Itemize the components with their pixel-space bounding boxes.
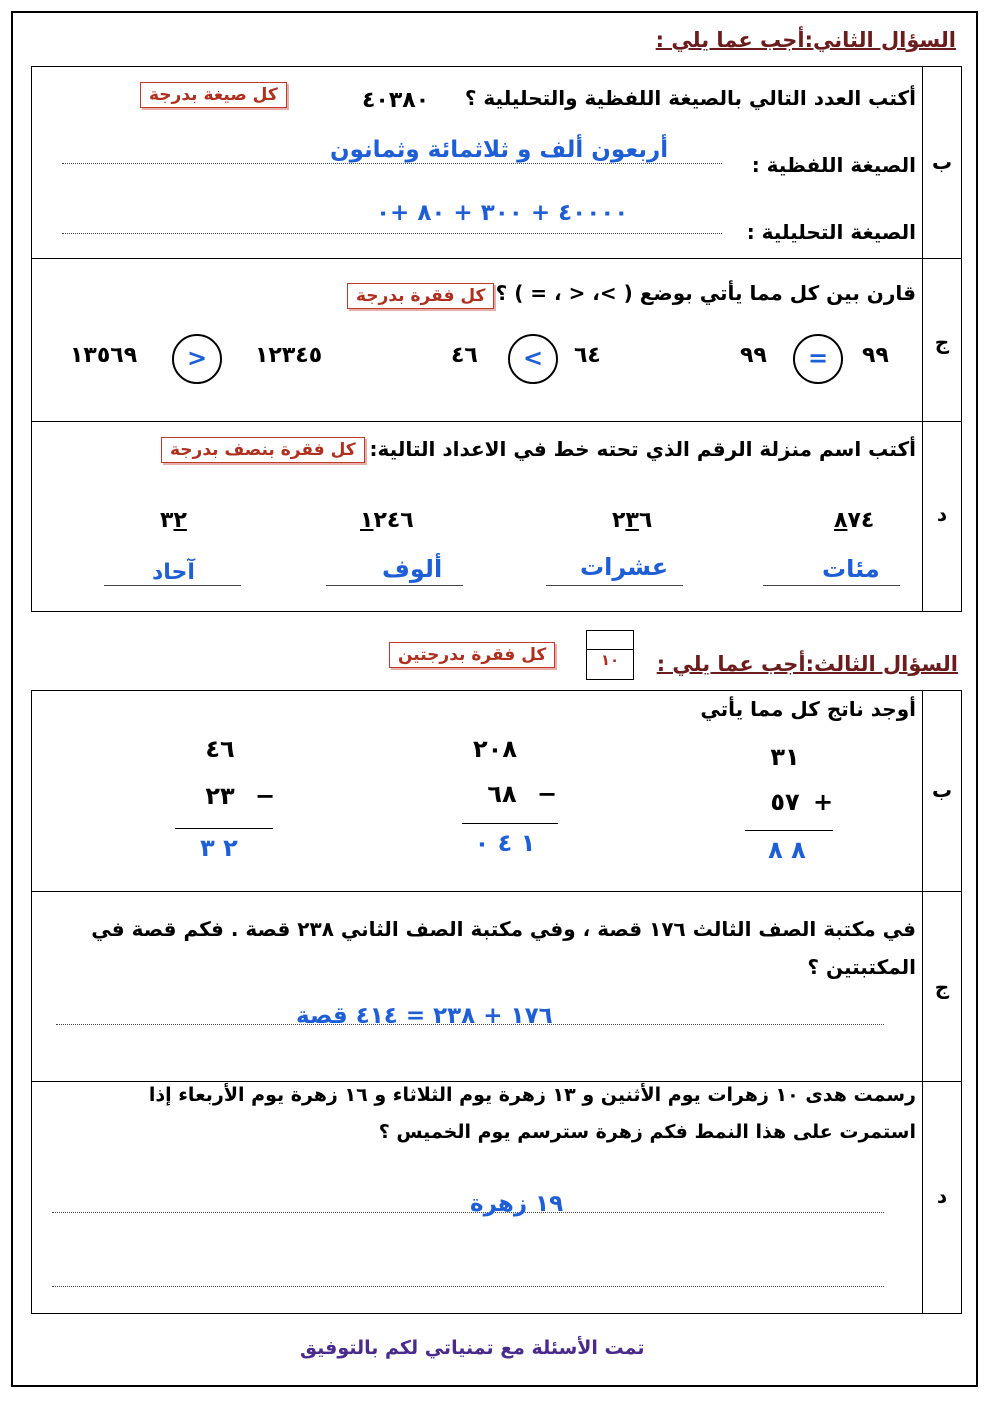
q2-c-item3-left: ١٢٣٤٥ — [255, 343, 323, 368]
q3-b-p1-answer: ٨ ٨ — [768, 836, 806, 864]
q2-d-item3-answer: ألوف — [382, 555, 443, 583]
q3-b-p2-bottom: ٦٨ — [487, 780, 517, 808]
q2-d-letter: د — [936, 502, 948, 526]
q2-c-item2-left: ٦٤ — [574, 343, 601, 368]
q3-b-p2-operator: − — [536, 780, 558, 808]
q2-d-item3-answer-line — [326, 585, 463, 586]
q3-d-line2: استمرت على هذا النمط فكم زهرة سترسم يوم الخميس ؟ — [378, 1121, 916, 1143]
footer-message: تمت الأسئلة مع تمنياتي لكم بالتوفيق — [300, 1337, 645, 1359]
q2-row-divider-1 — [31, 258, 962, 259]
q2-d-item3-number: ١٢٤٦ — [360, 508, 414, 533]
q3-b-p1-top: ٣١ — [770, 743, 800, 771]
q3-c-line2: المكتبتين ؟ — [807, 955, 916, 979]
q3-c-line1: في مكتبة الصف الثالث ١٧٦ قصة ، وفي مكتبة الصف الثاني ٢٣٨ قصة . فكم قصة في — [91, 917, 916, 941]
q2-b-letter: ب — [931, 150, 953, 174]
q3-b-p2-top: ٢٠٨ — [473, 735, 517, 763]
q2-c-item2-right: ٤٦ — [451, 343, 478, 368]
q2-b-expanded-line — [62, 233, 722, 234]
q2-d-item2-answer-line — [546, 585, 683, 586]
q2-c-letter: ج — [934, 330, 950, 354]
q2-d-item2-number: ٢٣٦ — [612, 508, 653, 533]
q2-b-verbal-label: الصيغة اللفظية : — [751, 153, 916, 177]
q3-row-divider-1 — [31, 891, 962, 892]
q2-b-expanded-label: الصيغة التحليلية : — [746, 220, 916, 244]
q3-b-p2-answer: ١ ٤ ٠ — [474, 829, 536, 857]
q2-b-verbal-answer: أربعون ألف و ثلاثمائة وثمانون — [330, 137, 669, 163]
q3-b-prompt: أوجد ناتج كل مما يأتي — [700, 697, 916, 721]
q2-c-item1-right: ٩٩ — [740, 343, 767, 368]
q3-b-letter: ب — [931, 778, 953, 802]
q3-b-p3-answer: ٢ ٣ — [200, 834, 238, 862]
q3-b-p1-bottom: ٥٧ — [770, 788, 800, 816]
q2-d-item4-number: ٣٢ — [160, 508, 187, 533]
q2-b-verbal-line — [62, 163, 722, 164]
q2-d-item1-answer: مئات — [822, 555, 880, 583]
q2-d-item4-answer-line — [104, 585, 241, 586]
q3-b-p2-line — [462, 823, 558, 824]
q3-b-p3-top: ٤٦ — [205, 735, 235, 763]
q3-score: ١٠ — [600, 651, 620, 669]
q2-row-divider-2 — [31, 421, 962, 422]
q3-d-line1: رسمت هدى ١٠ زهرات يوم الأثنين و ١٣ زهرة يوم الثلاثاء و ١٦ زهرة يوم الأربعاء إذا — [148, 1084, 916, 1106]
q2-d-item4-answer: آحاد — [152, 560, 195, 585]
q3-score-box — [586, 630, 634, 680]
q2-d-score-stamp: كل فقرة بنصف بدرجة — [161, 437, 365, 463]
q3-d-answer: ١٩ زهرة — [470, 1191, 564, 1217]
q3-b-p3-operator: − — [254, 782, 276, 810]
q3-d-answer-line-2 — [52, 1286, 884, 1287]
q3-score-stamp: كل فقرة بدرجتين — [389, 642, 555, 668]
q3-d-answer-line-1 — [52, 1212, 884, 1213]
q2-b-expanded-answer: ٤٠٠٠٠ + ٣٠٠ + ٨٠ +٠ — [376, 200, 629, 226]
q2-c-score-stamp: كل فقرة بدرجة — [347, 283, 494, 309]
q2-c-item2-sign: < — [508, 334, 558, 384]
q3-b-p1-operator: + — [812, 788, 834, 816]
q3-b-p1-line — [745, 830, 833, 831]
q2-d-item1-answer-line — [763, 585, 900, 586]
q2-c-item3-right: ١٣٥٦٩ — [70, 343, 138, 368]
q2-b-prompt: أكتب العدد التالي بالصيغة اللفظية والتحليلية ؟ — [464, 86, 916, 110]
q2-c-item1-sign: = — [793, 334, 843, 384]
q2-b-number: ٤٠٣٨٠ — [362, 88, 430, 113]
q2-d-item1-number: ٨٧٤ — [834, 508, 875, 533]
q2-d-prompt: أكتب اسم منزلة الرقم الذي تحته خط في الاعداد التالية: — [369, 437, 916, 461]
q3-c-letter: ج — [934, 975, 950, 999]
q3-b-p3-bottom: ٢٣ — [205, 782, 235, 810]
q2-b-score-stamp: كل صيغة بدرجة — [140, 82, 287, 108]
q2-c-prompt: قارن بين كل مما يأتي بوضع ( >، < ، = ) ؟ — [495, 281, 916, 305]
q3-score-box-divider — [586, 649, 634, 650]
q2-c-item1-left: ٩٩ — [862, 343, 889, 368]
q3-heading: السؤال الثالث:أجب عما يلي : — [656, 652, 958, 676]
q3-b-p3-line — [175, 828, 273, 829]
q3-d-letter: د — [936, 1184, 948, 1208]
q2-heading: السؤال الثاني:أجب عما يلي : — [655, 28, 956, 52]
q2-c-item3-sign: > — [172, 334, 222, 384]
q3-row-divider-2 — [31, 1081, 962, 1082]
q3-c-answer: ١٧٦ + ٢٣٨ = ٤١٤ قصة — [296, 1003, 553, 1029]
q2-d-item2-answer: عشرات — [580, 553, 669, 581]
